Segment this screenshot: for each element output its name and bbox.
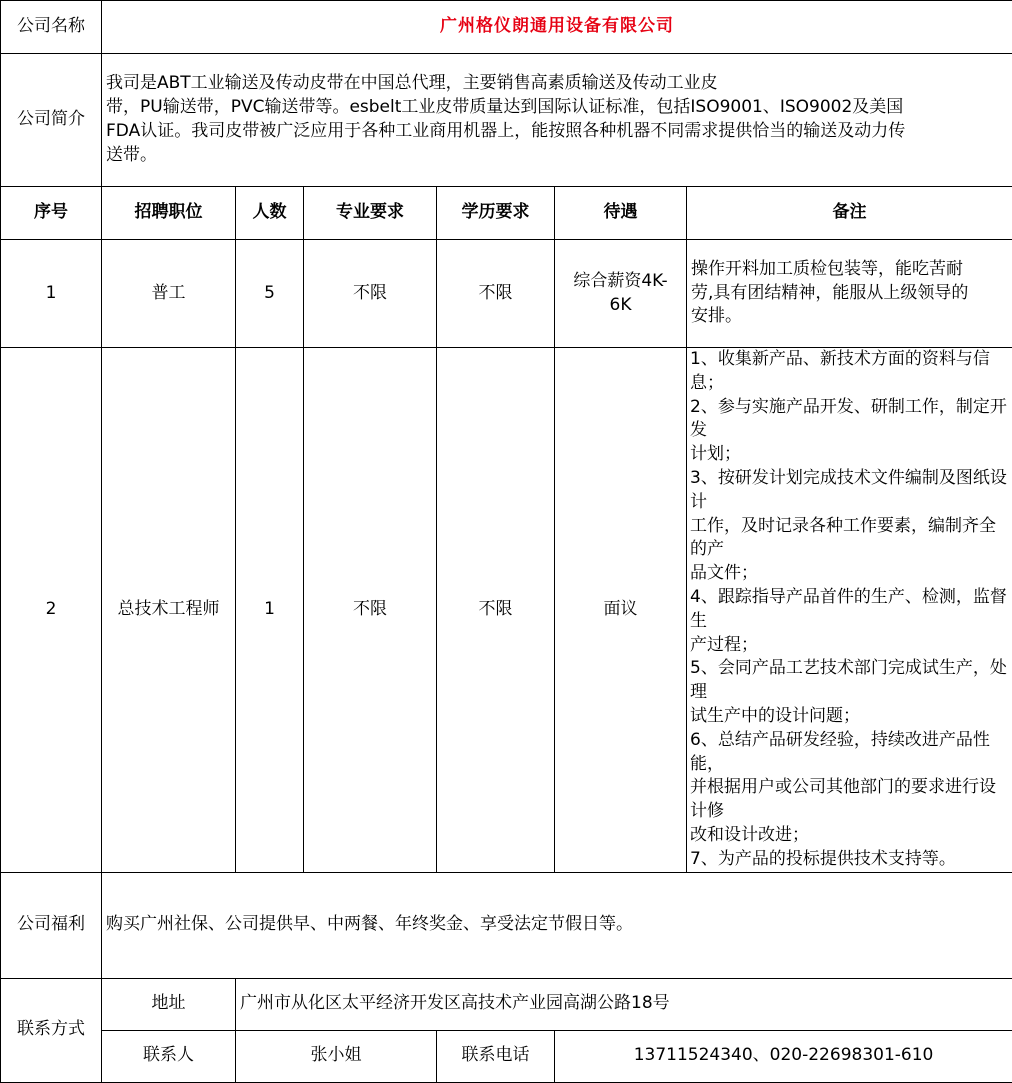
row-count: 5 xyxy=(236,240,304,348)
table-row xyxy=(1,348,1012,873)
remark-line: 工作，及时记录各种工作要素，编制齐全的产 xyxy=(690,515,1009,563)
remark-line: 试生产中的设计问题； xyxy=(690,705,1009,729)
person-value: 张小姐 xyxy=(236,1030,437,1082)
table-row xyxy=(1,240,1012,348)
row-count: 1 xyxy=(236,348,304,873)
salary-line: 6K xyxy=(555,294,686,318)
header-remark: 备注 xyxy=(687,187,1012,240)
phone-value: 13711524340、020-22698301-610 xyxy=(555,1030,1012,1082)
salary-line: 面议 xyxy=(555,598,686,622)
remark-line: 2、参与实施产品开发、研制工作，制定开发 xyxy=(690,396,1009,444)
row-salary xyxy=(555,240,687,348)
row-position: 普工 xyxy=(102,240,236,348)
row-salary xyxy=(555,348,687,873)
contact-label: 联系方式 xyxy=(1,978,102,1082)
contact-row-person xyxy=(1,1030,1012,1082)
contact-row-address xyxy=(1,978,1012,1030)
intro-line: 带，PU输送带，PVC输送带等。esbelt工业皮带质量达到国际认证标准，包括ISO9001、ISO9002及美国 xyxy=(106,96,1008,120)
remark-line: 计划； xyxy=(690,443,1009,467)
remark-line: 1、收集新产品、新技术方面的资料与信息； xyxy=(690,348,1009,396)
remark-line: 并根据用户或公司其他部门的要求进行设计修 xyxy=(690,776,1009,824)
address-label: 地址 xyxy=(102,978,236,1030)
welfare-label: 公司福利 xyxy=(1,872,102,978)
header-no: 序号 xyxy=(1,187,102,240)
remark-line: 安排。 xyxy=(691,305,1008,329)
row-major: 不限 xyxy=(304,240,437,348)
person-label: 联系人 xyxy=(102,1030,236,1082)
row-no: 2 xyxy=(1,348,102,873)
header-salary: 待遇 xyxy=(555,187,687,240)
welfare-row xyxy=(1,872,1012,978)
row-major: 不限 xyxy=(304,348,437,873)
header-count: 人数 xyxy=(236,187,304,240)
company-name: 广州格仪朗通用设备有限公司 xyxy=(102,1,1012,54)
phone-label: 联系电话 xyxy=(437,1030,555,1082)
company-intro xyxy=(102,54,1012,187)
remark-line: 5、会同产品工艺技术部门完成试生产，处理 xyxy=(690,657,1009,705)
remark-line: 品文件； xyxy=(690,562,1009,586)
company-name-label: 公司名称 xyxy=(1,1,102,54)
row-remark xyxy=(687,348,1012,873)
remark-line: 产过程； xyxy=(690,634,1009,658)
remark-line: 3、按研发计划完成技术文件编制及图纸设计 xyxy=(690,467,1009,515)
remark-line: 操作开料加工质检包装等，能吃苦耐 xyxy=(691,258,1008,282)
company-intro-row xyxy=(1,54,1012,187)
header-position: 招聘职位 xyxy=(102,187,236,240)
address-value: 广州市从化区太平经济开发区高技术产业园高湖公路18号 xyxy=(236,978,1012,1030)
remark-line: 改和设计改进； xyxy=(690,824,1009,848)
remark-line: 6、总结产品研发经验，持续改进产品性能， xyxy=(690,729,1009,777)
remark-line: 劳,具有团结精神，能服从上级领导的 xyxy=(691,282,1008,306)
header-education: 学历要求 xyxy=(437,187,555,240)
salary-line: 综合薪资4K- xyxy=(555,270,686,294)
row-position: 总技术工程师 xyxy=(102,348,236,873)
company-intro-label: 公司简介 xyxy=(1,54,102,187)
remark-line: 4、跟踪指导产品首件的生产、检测，监督生 xyxy=(690,586,1009,634)
row-remark xyxy=(687,240,1012,348)
table-header-row xyxy=(1,187,1012,240)
intro-line: 送带。 xyxy=(106,144,1008,168)
header-major: 专业要求 xyxy=(304,187,437,240)
row-no: 1 xyxy=(1,240,102,348)
row-education: 不限 xyxy=(437,240,555,348)
welfare-text: 购买广州社保、公司提供早、中两餐、年终奖金、享受法定节假日等。 xyxy=(102,872,1012,978)
intro-line: 我司是ABT工业输送及传动皮带在中国总代理，主要销售高素质输送及传动工业皮 xyxy=(106,72,1008,96)
company-name-row xyxy=(1,1,1012,54)
remark-line: 7、为产品的投标提供技术支持等。 xyxy=(690,848,1009,872)
intro-line: FDA认证。我司皮带被广泛应用于各种工业商用机器上，能按照各种机器不同需求提供恰当的输送及动力传 xyxy=(106,120,1008,144)
row-education: 不限 xyxy=(437,348,555,873)
